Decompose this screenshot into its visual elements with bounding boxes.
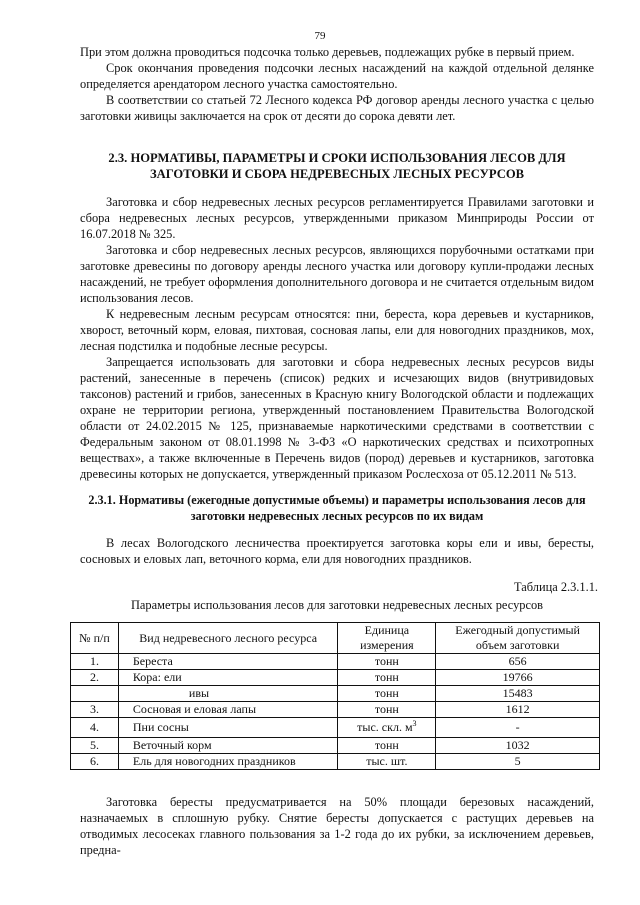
row-volume: 1612 <box>436 702 600 718</box>
row-resource: Ель для новогодних праздников <box>118 754 338 770</box>
row-volume: - <box>436 718 600 738</box>
row-unit: тонн <box>338 702 436 718</box>
table-row <box>71 718 600 738</box>
table-header-row <box>71 623 600 654</box>
table-number: Таблица 2.3.1.1. <box>514 580 598 594</box>
row-resource: Сосновая и еловая лапы <box>118 702 338 718</box>
section-2-3-paragraph-2: Заготовка и сбор недревесных лесных ресурсов, являющихся порубочными остатками при заготовке древесины по договору аренды лесного участка или договору купли-продажи лесных насаждений, не требует оформления дополнительного договора и не считается отдельным видом использования лесов. <box>80 243 594 305</box>
section-2-3-paragraph-3: К недревесным лесным ресурсам относятся: пни, береста, кора деревьев и кустарников, хворост, веточный корм, еловая, пихтовая, сосновая лапы, ели для новогодних праздников, мох, лесная подстилка и подобные лесные ресурсы. <box>80 307 594 353</box>
intro-text <box>80 44 594 124</box>
section-2-3-heading: 2.3. НОРМАТИВЫ, ПАРАМЕТРЫ И СРОКИ ИСПОЛЬЗОВАНИЯ ЛЕСОВ ДЛЯ ЗАГОТОВКИ И СБОРА НЕДРЕВЕСНЫХ ЛЕСНЫХ РЕСУРСОВ <box>108 151 566 181</box>
table-row <box>71 686 600 702</box>
intro-paragraph-1: При этом должна проводиться подсочка только деревьев, подлежащих рубке в первый прием. <box>80 45 575 59</box>
row-volume: 15483 <box>436 686 600 702</box>
row-number <box>71 686 119 702</box>
resources-table <box>70 622 600 770</box>
header-unit: Единица измерения <box>338 623 436 654</box>
section-2-3-body <box>80 194 594 482</box>
table-row <box>71 738 600 754</box>
row-number: 4. <box>71 718 119 738</box>
row-number: 1. <box>71 654 119 670</box>
row-number: 6. <box>71 754 119 770</box>
row-volume: 19766 <box>436 670 600 686</box>
row-number: 2. <box>71 670 119 686</box>
header-number: № п/п <box>71 623 119 654</box>
unit-superscript: 3 <box>412 719 417 728</box>
section-2-3-paragraph-1: Заготовка и сбор недревесных лесных ресурсов регламентируется Правилами заготовки и сбора недревесных лесных ресурсов, утвержденными приказом Минприроды России от 16.07.2018 № 325. <box>80 195 594 241</box>
row-unit-cell <box>338 718 436 738</box>
table-row <box>71 670 600 686</box>
table-row <box>71 702 600 718</box>
row-unit: тонн <box>338 686 436 702</box>
row-resource: Веточный корм <box>118 738 338 754</box>
row-unit: тонн <box>338 670 436 686</box>
row-resource: Береста <box>118 654 338 670</box>
header-resource: Вид недревесного лесного ресурса <box>118 623 338 654</box>
row-unit: тыс. шт. <box>338 754 436 770</box>
row-number: 5. <box>71 738 119 754</box>
row-unit: тонн <box>338 738 436 754</box>
section-2-3-1-body <box>80 535 594 567</box>
table-caption: Параметры использования лесов для заготовки недревесных лесных ресурсов <box>130 598 544 612</box>
row-unit: тонн <box>338 654 436 670</box>
page-number: 79 <box>314 30 326 42</box>
section-2-3-1-paragraph: В лесах Вологодского лесничества проектируется заготовка коры ели и ивы, бересты, сосновых и еловых лап, веточного корма, ели для новогодних праздников. <box>80 536 594 566</box>
intro-paragraph-3: В соответствии со статьей 72 Лесного кодекса РФ договор аренды лесного участка с целью заготовки живицы заключается на срок от десяти до сорока девяти лет. <box>80 93 594 123</box>
table-row <box>71 754 600 770</box>
row-unit: тыс. скл. м <box>357 720 413 734</box>
header-volume: Ежегодный допустимый объем заготовки <box>436 623 600 654</box>
intro-paragraph-2: Срок окончания проведения подсочки лесных насаждений на каждой отдельной делянке определяется арендатором лесного участка самостоятельно. <box>80 61 594 91</box>
section-2-3-1-heading: 2.3.1. Нормативы (ежегодные допустимые объемы) и параметры использования лесов для заготовки недревесных лесных ресурсов по их видам <box>88 493 586 523</box>
row-number: 3. <box>71 702 119 718</box>
closing-text <box>80 794 594 858</box>
row-resource: ивы <box>118 686 338 702</box>
row-resource: Кора: ели <box>118 670 338 686</box>
row-volume: 5 <box>436 754 600 770</box>
closing-paragraph: Заготовка бересты предусматривается на 50% площади березовых насаждений, назначаемых в сплошную рубку. Снятие бересты допускается с растущих деревьев на отводимых лесосеках главного пользования за 1-2 года до их рубки, за исключением деревьев, предна- <box>80 795 594 857</box>
row-volume: 1032 <box>436 738 600 754</box>
row-volume: 656 <box>436 654 600 670</box>
section-2-3-paragraph-4: Запрещается использовать для заготовки и сбора недревесных лесных ресурсов виды растений, занесенные в перечень (список) редких и исчезающих видов (внутривидовых таксонов) растений и грибов, занесенных в Красную книгу Вологодской области и подлежащих охране не территории региона, утвержденный постановлением Правительства Вологодской области от 24.02.2015 № 125, признаваемые наркотическими средствами в соответствии с Федеральным законом от 08.01.1998 № 3-ФЗ «О наркотических средствах и психотропных веществах», а также включенные в Перечень видов (пород) деревьев и кустарников, заготовка древесины которых не допускается, утвержденный приказом Рослесхоза от 05.12.2011 № 513. <box>80 355 594 481</box>
table-row <box>71 654 600 670</box>
row-resource: Пни сосны <box>118 718 338 738</box>
